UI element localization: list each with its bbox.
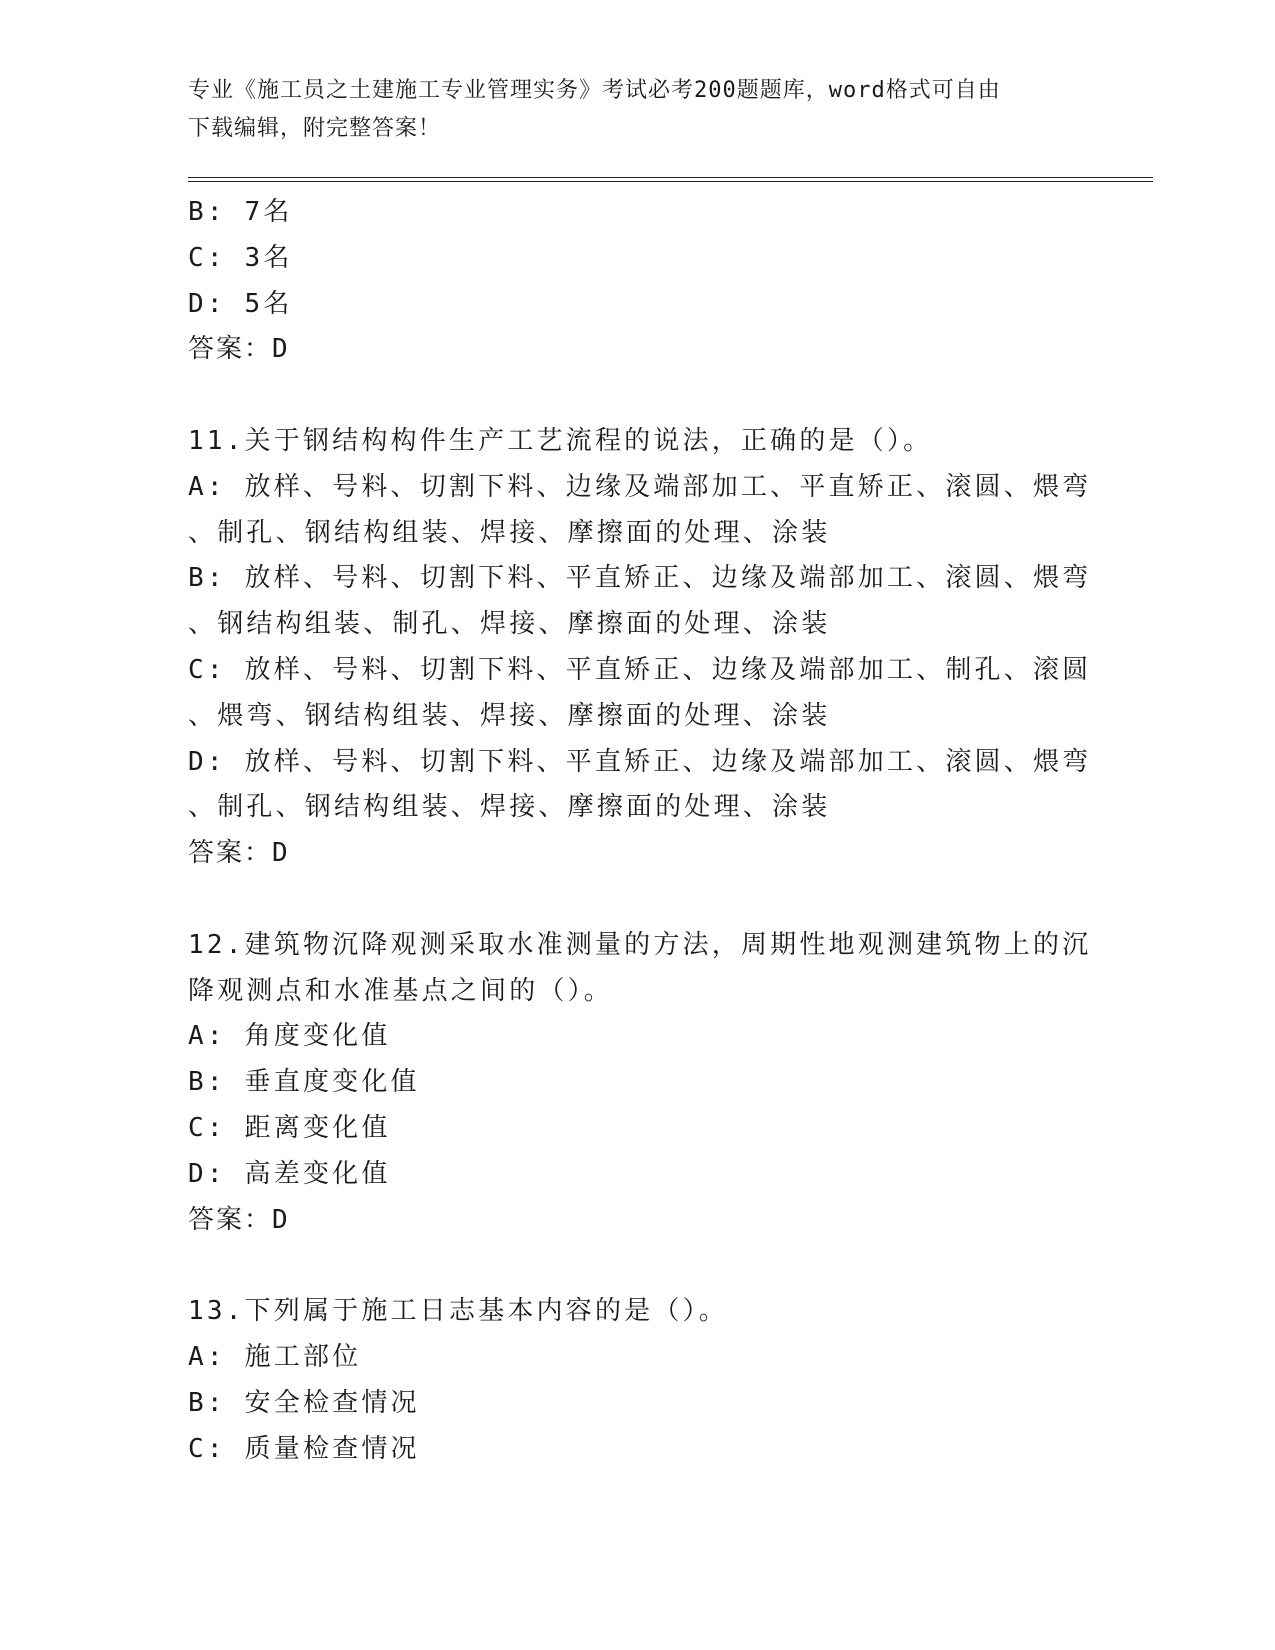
- question-list: [188, 190, 1093, 1472]
- question-12: [188, 923, 1093, 1244]
- document-header: [188, 72, 1088, 148]
- answer-line: 答案：D: [188, 838, 290, 869]
- option-b-line-1: B: 放样、号料、切割下料、平直矫正、边缘及端部加工、滚圆、煨弯: [188, 563, 1092, 594]
- question-stem: 11.关于钢结构构件生产工艺流程的说法，正确的是（）。: [188, 425, 933, 456]
- spacer: [188, 877, 1093, 923]
- option-a: A: 施工部位: [188, 1341, 362, 1372]
- spacer: [188, 1243, 1093, 1289]
- question-stem-line-2: 降观测点和水准基点之间的（）。: [188, 975, 614, 1006]
- option-d-line-1: D: 放样、号料、切割下料、平直矫正、边缘及端部加工、滚圆、煨弯: [188, 746, 1092, 777]
- header-line-1: 专业《施工员之土建施工专业管理实务》考试必考200题题库，word格式可自由: [188, 78, 1001, 103]
- question-11: [188, 419, 1093, 877]
- question-stem-line-1: 12.建筑物沉降观测采取水准测量的方法，周期性地观测建筑物上的沉: [188, 929, 1092, 960]
- option-d: D: 高差变化值: [188, 1158, 391, 1189]
- answer-line: 答案：D: [188, 1204, 290, 1235]
- option-d: D: 5名: [188, 288, 293, 319]
- header-divider: [188, 177, 1153, 182]
- option-a: A: 角度变化值: [188, 1021, 391, 1052]
- option-a-line-2: 、制孔、钢结构组装、焊接、摩擦面的处理、涂装: [188, 517, 831, 548]
- option-d-line-2: 、制孔、钢结构组装、焊接、摩擦面的处理、涂装: [188, 792, 831, 823]
- option-b: B: 7名: [188, 197, 293, 227]
- question-stem: 13.下列属于施工日志基本内容的是（）。: [188, 1296, 728, 1327]
- answer-line: 答案：D: [188, 334, 290, 365]
- spacer: [188, 373, 1093, 419]
- option-c-line-1: C: 放样、号料、切割下料、平直矫正、边缘及端部加工、制孔、滚圆: [188, 654, 1092, 685]
- question-13: [188, 1289, 1093, 1472]
- option-c: C: 3名: [188, 242, 293, 273]
- option-b: B: 安全检查情况: [188, 1387, 420, 1418]
- option-c: C: 质量检查情况: [188, 1433, 420, 1464]
- option-c: C: 距离变化值: [188, 1112, 391, 1143]
- option-a-line-1: A: 放样、号料、切割下料、边缘及端部加工、平直矫正、滚圆、煨弯: [188, 471, 1092, 502]
- option-b: B: 垂直度变化值: [188, 1067, 420, 1098]
- header-line-2: 下载编辑，附完整答案！: [188, 116, 442, 141]
- option-c-line-2: 、煨弯、钢结构组装、焊接、摩擦面的处理、涂装: [188, 700, 831, 731]
- question-10-continued: [188, 190, 1093, 373]
- option-b-line-2: 、钢结构组装、制孔、焊接、摩擦面的处理、涂装: [188, 609, 831, 640]
